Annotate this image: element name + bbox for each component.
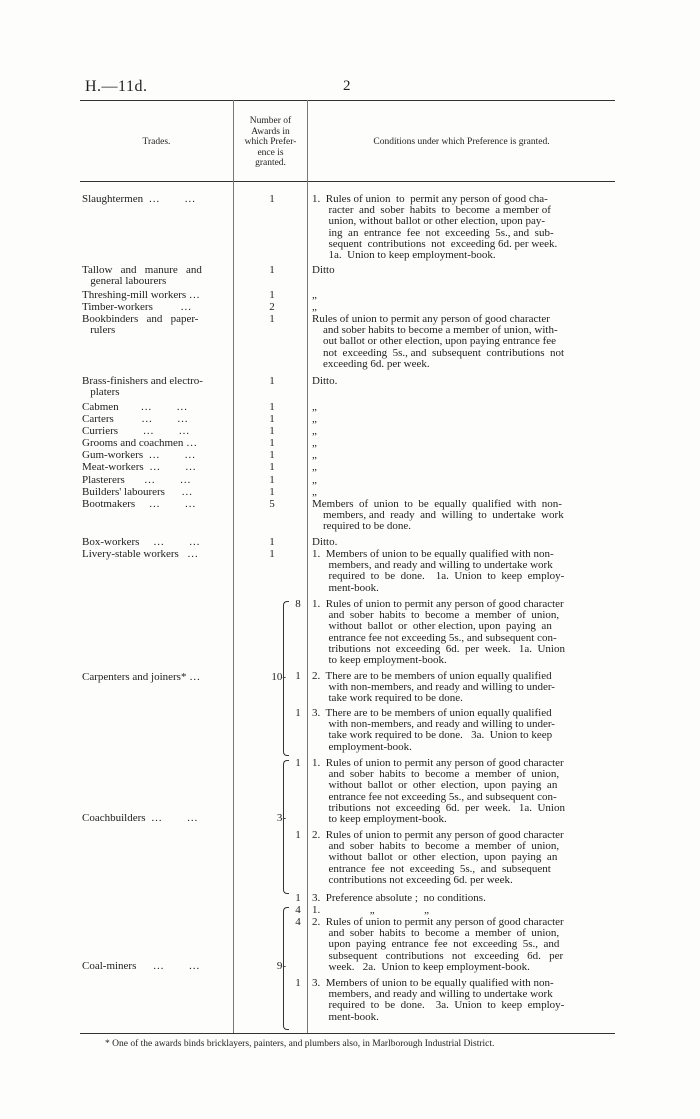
grouping-brace	[283, 907, 289, 1030]
award-count: 1	[269, 425, 275, 437]
award-total: 3-	[276, 812, 286, 824]
condition-text: „	[312, 401, 317, 413]
award-count: 1	[269, 548, 275, 560]
condition-text: 3. Members of union to be equally qualified with non- members, and ready and willing to undertake work required to be done. 3a. Union to keep employ- ment-book.	[312, 977, 565, 1023]
condition-text: „	[312, 301, 317, 313]
award-subcount: 1	[295, 707, 301, 719]
grouping-brace	[283, 760, 289, 894]
trade-name: Grooms and coachmen …	[82, 437, 198, 449]
award-count: 1	[269, 437, 275, 449]
award-count: 1	[269, 486, 275, 498]
column-header-number-line: Awards in	[251, 126, 290, 137]
trade-name: Slaughtermen … …	[82, 193, 196, 205]
award-subcount: 1	[295, 892, 301, 904]
column-header-number	[234, 116, 307, 169]
award-total: 9-	[276, 960, 286, 972]
condition-text: 1. Members of union to be equally qualified with non- members, and ready and willing to undertake work required to be done. 1a. Union to keep employ- ment-book.	[312, 548, 565, 594]
page-number: 2	[343, 78, 351, 94]
condition-text: Ditto.	[312, 375, 338, 387]
condition-text: „	[312, 413, 317, 425]
header-bottom-rule	[80, 181, 615, 182]
column-header-number-line: granted.	[255, 158, 286, 168]
grouping-brace	[283, 601, 289, 756]
award-subcount: 4	[295, 904, 301, 916]
column-header-number-line: Number of	[249, 116, 292, 126]
trade-name: Threshing-mill workers …	[82, 289, 200, 301]
condition-text: 1. „ „	[312, 904, 430, 916]
trade-name: Brass-finishers and electro- platers	[82, 375, 203, 399]
award-subcount: 1	[295, 757, 301, 769]
award-count: 1	[269, 401, 275, 413]
column-divider-2	[307, 100, 308, 1033]
trade-name: Gum-workers … …	[82, 449, 196, 461]
condition-text: 1. Rules of union to permit any person of good character and sober habits to become a member of union, without ballot or other election, upon paying an entrance fee not exceeding 5s., and subsequent con- tributions not exceeding 6d. per week. 1a. Union to keep employment-book.	[312, 757, 565, 826]
award-count: 1	[269, 413, 275, 425]
trade-name: Tallow and manure and general labourers	[82, 264, 202, 288]
condition-text: 1. Rules of union to permit any person of good cha- racter and sober habits to become a member of union, without ballot or other election, upon pay- ing an entrance fee not exceeding 5s., and sub- sequent contributions not exceeding 6d. per week. 1a. Union to keep employment-book.	[312, 193, 558, 262]
column-header-conditions: Conditions under which Preference is granted.	[373, 137, 550, 147]
award-subcount: 1	[295, 670, 301, 682]
table-bottom-rule	[80, 1033, 615, 1034]
condition-text: 2. Rules of union to permit any person of good character and sober habits to become a member of union, upon paying entrance fee not exceeding 5s., and subsequent contributions not exceeding 6d. per week. 2a. Union to keep employment-book.	[312, 916, 564, 973]
column-divider-1	[233, 100, 234, 1033]
condition-text: „	[312, 461, 317, 473]
trade-name: Builders' labourers …	[82, 486, 193, 498]
trade-name: Carters … …	[82, 413, 189, 425]
top-rule	[80, 100, 615, 101]
trade-name: Bootmakers … …	[82, 498, 196, 510]
condition-text: 3. Preference absolute ; no conditions.	[312, 892, 486, 904]
condition-text: Rules of union to permit any person of good character and sober habits to become a member of union, with- out ballot or other election, upon paying entrance fee not exceeding 5s., and subsequent contributions not exceeding 6d. per week.	[312, 313, 565, 370]
trade-name: Cabmen … …	[82, 401, 188, 413]
condition-text: 1. Rules of union to permit any person of good character and sober habits to become a member of union, without ballot or other election, upon paying an entrance fee not exceeding 5s., and subsequent con- tributions not exceeding 6d. per week. 1a. Union to keep employment-book.	[312, 598, 565, 667]
condition-text: „	[312, 449, 317, 461]
trade-name: Carpenters and joiners* …	[82, 671, 201, 683]
award-count: 2	[269, 301, 275, 313]
condition-text: Members of union to be equally qualified with non- members, and ready and willing to undertake work required to be done.	[312, 498, 564, 533]
condition-text: „	[312, 486, 317, 498]
column-header-number-line: ence is	[257, 147, 284, 158]
condition-text: „	[312, 437, 317, 449]
award-count: 1	[269, 313, 275, 325]
trade-name: Meat-workers … …	[82, 461, 196, 473]
trade-name: Plasterers … …	[82, 474, 191, 486]
footnote: * One of the awards binds bricklayers, painters, and plumbers also, in Marlborough Industrial District.	[105, 1039, 495, 1049]
document-reference: H.—11d.	[85, 78, 148, 95]
award-subcount: 1	[295, 977, 301, 989]
column-header-number-line: which Prefer-	[244, 137, 297, 147]
award-subcount: 8	[295, 598, 301, 610]
trade-name: Timber-workers …	[82, 301, 192, 313]
award-count: 1	[269, 289, 275, 301]
award-count: 1	[269, 461, 275, 473]
award-count: 1	[269, 474, 275, 486]
trade-name: Coal-miners … …	[82, 960, 200, 972]
award-count: 1	[269, 449, 275, 461]
award-total: 10-	[271, 671, 286, 683]
condition-text: Ditto.	[312, 536, 338, 548]
column-header-trades: Trades.	[142, 137, 171, 147]
trade-name: Bookbinders and paper- rulers	[82, 313, 199, 337]
award-subcount: 4	[295, 916, 301, 928]
award-count: 1	[269, 375, 275, 387]
award-count: 5	[269, 498, 275, 510]
award-count: 1	[269, 193, 275, 205]
award-subcount: 1	[295, 829, 301, 841]
condition-text: Ditto	[312, 264, 335, 276]
condition-text: „	[312, 425, 317, 437]
trade-name: Coachbuilders … …	[82, 812, 198, 824]
condition-text: 3. There are to be members of union equally qualified with non-members, and ready and willing to under- take work required to be done. 3a. Union to keep employment-book.	[312, 707, 555, 753]
award-count: 1	[269, 264, 275, 276]
trade-name: Box-workers … …	[82, 536, 200, 548]
award-count: 1	[269, 536, 275, 548]
condition-text: 2. There are to be members of union equally qualified with non-members, and ready and willing to under- take work required to be done.	[312, 670, 555, 705]
condition-text: 2. Rules of union to permit any person of good character and sober habits to become a member of union, without ballot or other election, upon paying an entrance fee not exceeding 5s., and subsequent contributions not exceeding 6d. per week.	[312, 829, 564, 886]
trade-name: Curriers … …	[82, 425, 190, 437]
condition-text: „	[312, 289, 317, 301]
condition-text: „	[312, 474, 317, 486]
trade-name: Livery-stable workers …	[82, 548, 199, 560]
